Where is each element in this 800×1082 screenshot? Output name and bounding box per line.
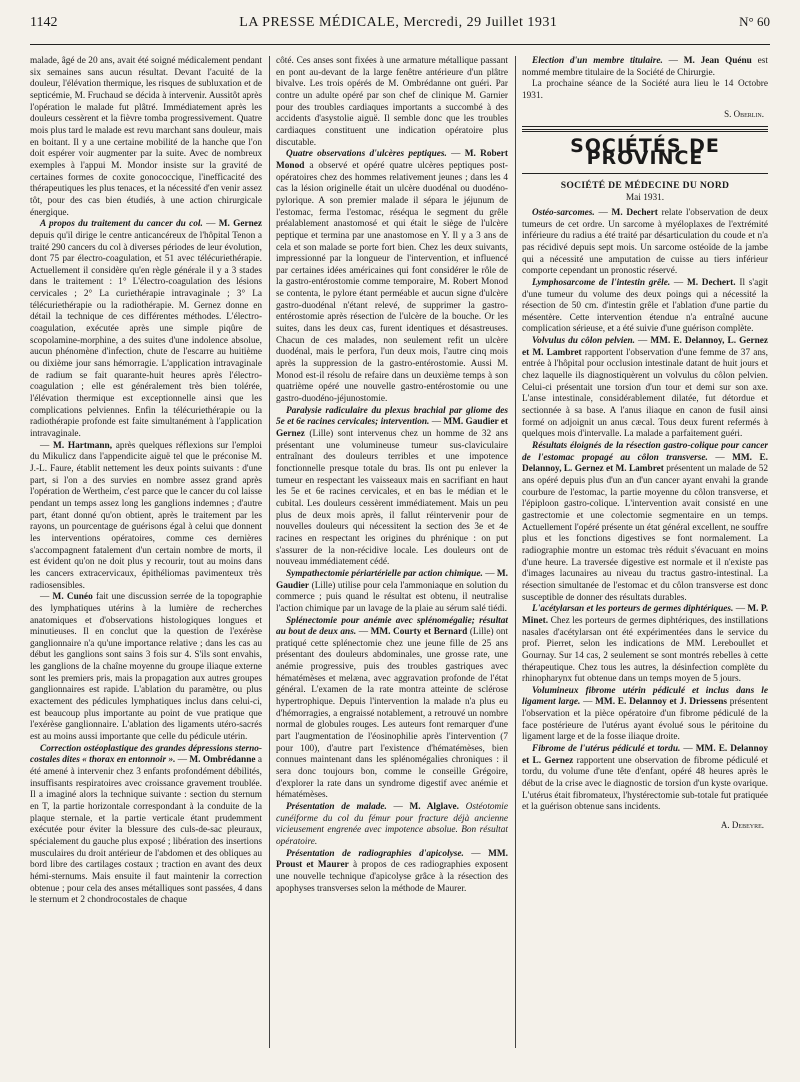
- header-rule: [30, 44, 770, 45]
- article-paragraph: malade, âgé de 20 ans, avait été soigné médicalement pendant six semaines sans aucun résultat. Devant l'acuité de la douleur, l'élévation thermique, les risques de subluxation et de septicémie, M. Fruchaud se décida à intervenir. Aussitôt après l'opération le malade fut plâtré. Immédiatement après les douleurs cessèrent et la fièvre tomba progressivement. Quatre mois plus tard le malade est revu marchant sans douleur, mais en boitant. Il y a une certaine mobilité de la hanche que l'on doit espérer voir augmenter par la suite. Avec de nombreux exemples à l'appui M. Mondor insiste sur la gravité de certaines formes de coxite gonococcique, l'inefficacité des thérapeutiques les plus tenaces, et la nécessité d'en venir assez tôt, pour des cas bien étudiés, à une action chirurgicale énergique.: [30, 56, 262, 218]
- article-paragraph: Présentation de radiographies d'apicolyse. — MM. Proust et Maurer à propos de ces radiographies exposent une nouvelle technique d'apicolyse grâce à la résection des apophyses transverses selon la méthode de Maurer.: [276, 848, 508, 894]
- article-paragraph: Splénectomie pour anémie avec splénomégalie; résultat au bout de deux ans. — MM. Courty et Bernard (Lille) ont pratiqué cette splénectomie chez une jeune fille de 25 ans présentant des douleurs abdominales, une grosse rate, une anémie progressive, puis des troubles gastriques avec hématémèses et melæna, avec aggravation profonde de l'état général. L'examen de la rate montra atteinte de sclérose hypertrophique. Depuis l'intervention la malade n'a plus eu d'hémorragies, a engraissé notablement, a retrouvé un nombre normal de globules rouges. Les auteurs font remarquer d'une part l'augmentation de l'éosinophilie après l'intervention (7 pour 100), d'autre part l'existence d'hématémèses, bien connues maintenant dans les splénomégalies chroniques : il sera donc toujours bon, comme le conseille Grégoire, d'explorer la rate dans un syndrome digestif avec anémie et hématémèses.: [276, 615, 508, 801]
- journal-title: LA PRESSE MÉDICALE: [239, 15, 396, 30]
- article-paragraph: Quatre observations d'ulcères peptiques. — M. Robert Monod a observé et opéré quatre ulcères peptiques post-opératoires chez des hommes relativement jeunes ; dans les 4 cas la lésion originelle était un ulcère duodénal ou duodéno-pylorique. A son premier malade il sépara le jéjunum de l'estomac, ferma l'estomac, réséqua le segment du grêle préalablement anastomosé et qui était le siège de l'ulcère peptique et termina par une anastomose en Y. Il y a 3 ans de cela et son malade se porte fort bien. Chez les deux suivants, impressionné par la longueur de l'intervention, et influencé par certaines idées américaines qui font considérer le rôle de la gastro-entérostomie comme temporaire, M. Robert Monod se contenta, le pylore étant perméable et aucun signe d'ulcère gastro-duodénal n'étant relevé, de supprimer la gastro-entérostomie après résection de l'ulcère de la bouche. Or les suites, dans les deux cas, furent identiques et désastreuses. Chacun de ces malades, non seulement refit un ulcère duodénal, mais le perfora, l'un deux mois, l'autre cinq mois après la suppression de la gastro-entérostomie. Aussi M. Monod est-il résolu de refaire dans un deuxième temps à son quatrième opéré une nouvelle gastro-entérostomie ou une gastro-duodéno-jéjunostomie.: [276, 149, 508, 405]
- article-paragraph: Lymphosarcome de l'intestin grêle. — M. Dechert. Il s'agit d'une tumeur du volume des deux poings qui a nécessité la résection de 50 cm. d'intestin grêle et l'ablation d'une partie du mésentère. Cette intervention étendue n'a entraîné aucune complication sérieuse, et a été suivie d'une guérison complète.: [522, 277, 768, 335]
- article-paragraph: A propos du traitement du cancer du col. — M. Gernez depuis qu'il dirige le centre anticancéreux de l'hôpital Tenon a traité 290 cancers du col à diverses périodes de leur évolution, dont 75 par électro-coagulation, et 51 avec télécuriethérapie. Actuellement il considère qu'en règle générale il y a 3 stades dans le traitement : 1° L'électro-coagulation des lésions cervicales ; 2° La curiethérapie intravaginale ; 3° La télécuriethérapie ou la radiothérapie. M. Gernez donne en détail la technique de ces différentes méthodes. L'électro-coagulation, exécutée après une simple piqûre de scopolamine-morphine, a des suites d'une indolence absolue, aucun phénomène d'infection, chute de l'escarre au huitième ou dixième jour sans hémorragie. L'application intravaginale de radium se fait quarante-huit heures après l'électro-coagulation ; elle est généralement très bien tolérée, l'élévation thermique est exceptionnelle ainsi que les complications pelviennes. Enfin la télécuriethérapie ou la radiothérapie profonde est faite simultanément à l'application intravaginale.: [30, 219, 262, 439]
- article-paragraph: Volumineux fibrome utérin pédiculé et inclus dans le ligament large. — MM. E. Delannoy et J. Driessens présentent l'observation et la pièce opératoire d'un fibrome pédiculé de la face postérieure de l'utérus ayant évolué sous le péritoine du ligament large et de la fosse iliaque droite.: [522, 685, 768, 743]
- column-divider: [515, 56, 516, 1048]
- article-paragraph: Fibrome de l'utérus pédiculé et tordu. — MM. E. Delannoy et L. Gernez rapportent une observation de fibrome pédiculé et tordu, du volume d'une tête d'enfant, opéré 48 heures après le début de la crise avec le diagnostic de torsion d'un kyste ovarique. L'utérus était fibromateux, l'hystérectomie sub-totale fut pratiquée et la guérison obtenue sans incidents.: [522, 744, 768, 813]
- article-paragraph: côté. Ces anses sont fixées à une armature métallique passant en pont au-devant de la large fenêtre antérieure d'un plâtre bivalve. Les trois opérés de M. Ombrédanne ont guéri. Par contre un adulte opéré par son chef de clinique M. Garnier pour des troubles cardiaques importants a succombé à des accidents d'asystolie aiguë. Il semble donc que les troubles cardiaques constituent une indication opératoire plus discutable.: [276, 56, 508, 148]
- society-date: Mai 1931.: [625, 193, 665, 204]
- column-2: [276, 56, 508, 1068]
- signature: A. Debeyre.: [720, 820, 764, 831]
- article-paragraph: L'acétylarsan et les porteurs de germes diphtériques. — M. P. Minet. Chez les porteurs de germes diphtériques, des instillations nasales d'acétylarsan ont été expérimentées dans le service du prof. Pierret, selon les indications de MM. Lereboullet et Gournay. Sur 14 cas, 2 seulement se sont montrés rebelles à cette thérapeutique. Chez tous les autres, la désinfection complète du rhinopharynx fut obtenue dans un temps moyen de 5 jours.: [522, 604, 768, 685]
- article-paragraph: La prochaine séance de la Société aura lieu le 14 Octobre 1931.: [522, 79, 768, 101]
- section-rule: [522, 173, 768, 174]
- article-paragraph: Volvulus du côlon pelvien. — MM. E. Delannoy, L. Gernez et M. Lambret rapportent l'observation d'une femme de 37 ans, entrée à l'hôpital pour occlusion intestinale datant de huit jours et chez laquelle ils diagnostiquèrent un volvulus du côlon pelvien. Celui-ci présentait une torsion d'un tour et demi sur son axe. L'anse intestinale, considérablement dilatée, fut détordue et sectionnée à sa base. A l'anus iliaque en canon de fusil ainsi formé on adjoignit un anus cæcal. Tous deux furent refermés à quelques mois d'intervalle. La malade a parfaitement guéri.: [522, 336, 768, 440]
- issue-date: Mercredi, 29 Juillet 1931: [403, 15, 558, 30]
- section-rule: [522, 126, 768, 127]
- article-paragraph: Résultats éloignés de la résection gastro-colique pour cancer de l'estomac propagé au côlon transverse. — MM. E. Delannoy, L. Gernez et M. Lambret présentent un malade de 52 ans opéré depuis plus d'un an d'un cancer ayant envahi la grande courbure de l'estomac, la partie moyenne du côlon transverse, et l'épiploon gastro-colique. L'intervention avait consisté en une gastrectomie et une colectomie segmentaire en un temps. Actuellement l'opéré présente un état général excellent, ne souffre plus et les fonctions digestives se font normalement. La radiographie montre un estomac très réduit s'évacuant en moins d'une heure. La traversée digestive est normale et il n'existe pas d'images lacunaires au niveau du tractus gastro-intestinal. La résection simultanée de l'estomac et du côlon transverse est donc susceptible de donner des résultats durables.: [522, 441, 768, 603]
- column-3: [522, 56, 768, 1068]
- article-paragraph: — M. Cunéo fait une discussion serrée de la topographie des lymphatiques utérins à la lumière de recherches anatomiques et d'observations histologiques longues et minutieuses. Il en conclut que la question de l'exérèse ganglionnaire n'a qu'une importance relative ; dans les cas au début les ganglions sont sains 3 fois sur 4. S'ils sont envahis, les ganglions de la chaîne moyenne du groupe iliaque externe sont les premiers pris, mais la propagation aux autres groupes ganglionnaires est rapide. L'ablation du paramètre, ou plus exactement des pédicules lymphatiques inclus dans celui-ci, est beaucoup plus importante au point de vue pratique que l'exérèse ganglionnaire. L'ablation des ligaments utéro-sacrés est au moins aussi importante que celle du pédicule utérin.: [30, 592, 262, 743]
- section-title: SOCIÉTÉS DE PROVINCE: [570, 135, 720, 169]
- page-number: 1142: [30, 15, 58, 30]
- article-paragraph: Présentation de malade. — M. Alglave. Ostéotomie cunéiforme du col du fémur pour fracture déjà ancienne vicieusement engrenée avec impotence absolue. Bon résultat opératoire.: [276, 802, 508, 847]
- columns: [30, 56, 770, 1068]
- column-1: [30, 56, 262, 1068]
- article-paragraph: Sympathectomie périartérielle par action chimique. — M. Gaudier (Lille) utilise pour cela l'ammoniaque en solution du commerce ; puis quand le résultat est obtenu, il neutralise l'action chimique par un lavage de la plaie au sérum salé tiédi.: [276, 568, 508, 614]
- society-name: SOCIÉTÉ DE MÉDECINE DU NORD: [560, 179, 730, 191]
- column-divider: [269, 56, 270, 1048]
- article-paragraph: Correction ostéoplastique des grandes dépressions sterno-costales dites « thorax en entonnoir ». — M. Ombrédanne a été amené à intervenir chez 3 enfants profondément débilités, insuffisants respiratoires avec croissance gravement troublée. Il a imaginé alors la technique suivante : section du sternum en T, la partie horizontale correspondant à la conduite de la plaque sternale, et la partie verticale étant prudemment exécutée pour éviter la blessure des culs-de-sac pleuraux, spécialement du gauche plus exposé ; libération des insertions musculaires du droit antérieur de l'abdomen et des obliques au bord libre des cartilages costaux ; traction en avant des deux hémi-sternums. Mais ensuite il faut maintenir la correction obtenue ; pour cela des anses métalliques sont passées, 4 dans le sternum et 2 chondrocostales de chaque: [30, 743, 262, 906]
- article-paragraph: — M. Hartmann, après quelques réflexions sur l'emploi du Mikulicz dans l'appendicite aiguë tel que le préconise M. J.-L. Faure, établit nettement les deux points suivants : d'une part, si l'on a des survies en nombre assez grand après l'opération de Wertheim, c'est parce que le cancer du col laisse pendant un temps assez long les ganglions indemnes ; d'autre part, étant donné qu'on obtient, après le traitement par les rayons, un pourcentage de guérisons égal à celui que donnent les interventions opératoires, comme ces dernières s'accompagnent fatalement d'un certain nombre de morts, il est évident qu'on ne doit plus y recourir, tout au moins dans les cancers extracervicaux, épithéliomas pavimenteux très radiosensibles.: [30, 440, 262, 591]
- article-paragraph: Election d'un membre titulaire. — M. Jean Quénu est nommé membre titulaire de la Société de Chirurgie.: [522, 56, 768, 78]
- issue-number: N° 60: [739, 14, 770, 29]
- article-paragraph: Ostéo-sarcomes. — M. Dechert relate l'observation de deux tumeurs de cet ordre. Un sarcome à myéloplaxes de l'extrémité inférieure du radius a été traité par désarticulation du coude et n'a pas récidivé depuis sept mois. Un sarcome ostéoïde de la jambe qui a nécessité une amputation de cuisse au tiers inférieur comporte cependant un pronostic réservé.: [522, 207, 768, 277]
- section-rule: [522, 129, 768, 132]
- signature: S. Oberlin.: [724, 108, 764, 119]
- article-paragraph: Paralysie radiculaire du plexus brachial par gliome des 5e et 6e racines cervicales; intervention. — MM. Gaudier et Gernez (Lille) sont intervenus chez un homme de 32 ans présentant une volumineuse tumeur sus-claviculaire entraînant des douleurs terribles et une impotence fonctionnelle presque totale du bras. Ils ont pu enlever la tumeur en respectant les vaisseaux mais en sacrifiant en haut les 5e et 6e racines cervicales, et en bas le médian et le cubital. Les douleurs cessèrent immédiatement. Mais un peu plus de deux mois après, il fallut réintervenir pour de nouvelles douleurs qui nécessitent la section des 3e et 4e racines en respectant les origines du phrénique : on put s'assurer de la non-récidive locale. Les douleurs ont de nouveau immédiatement cédé.: [276, 405, 508, 568]
- page-header: 1142 LA PRESSE MÉDICALE, Mercredi, 29 Juillet 1931 N° 60: [30, 14, 770, 30]
